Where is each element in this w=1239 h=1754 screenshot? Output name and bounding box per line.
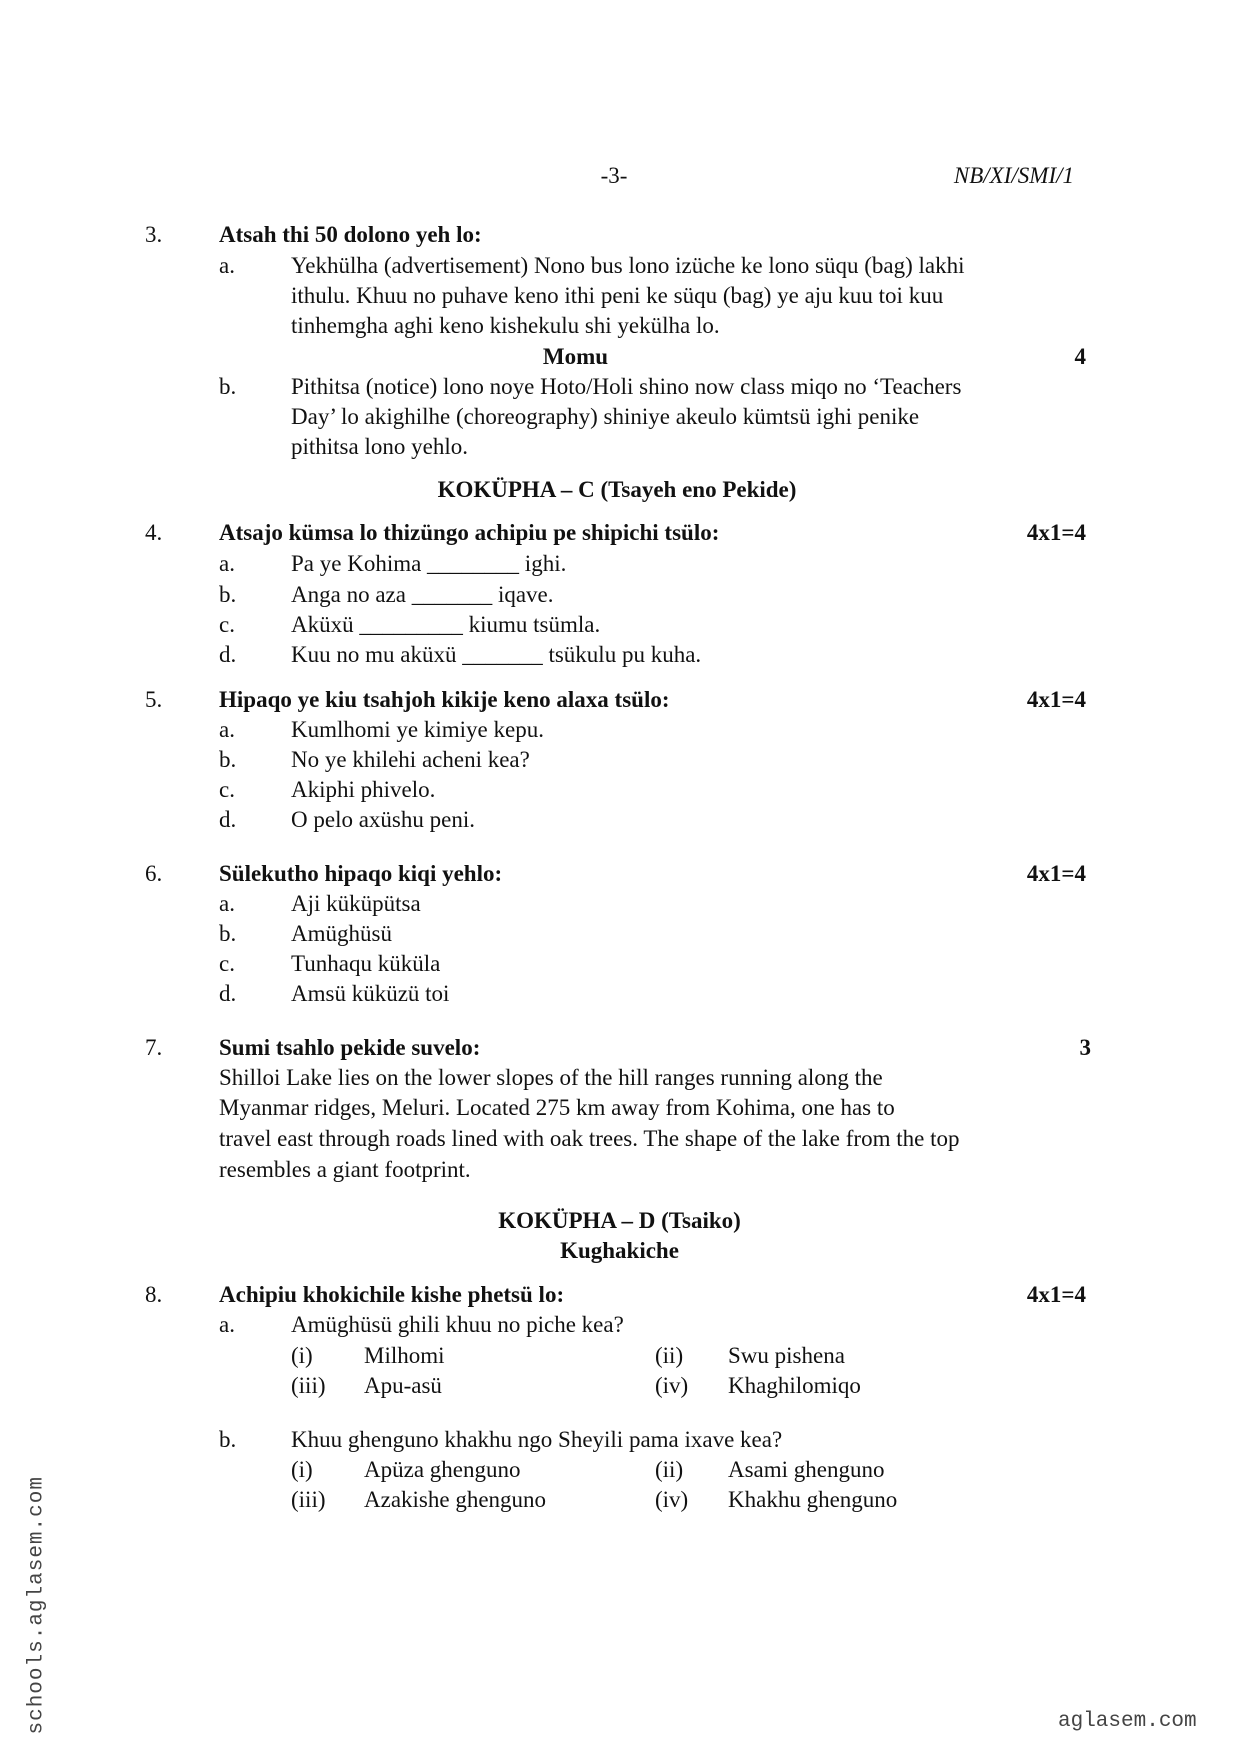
q4-item-text: Pa ye Kohima ________ ighi. <box>291 551 567 576</box>
q6-item-label: c. <box>219 951 235 976</box>
q3-a-line: tinhemgha aghi keno kishekulu shi yekülha lo. <box>291 313 720 338</box>
q8-a-text: Amüghüsü ghili khuu no piche kea? <box>291 1312 624 1337</box>
or-label: Momu <box>542 344 609 369</box>
q7-number: 7. <box>145 1035 163 1060</box>
option-text: Swu pishena <box>728 1343 845 1368</box>
option-text: Azakishe ghenguno <box>364 1487 547 1512</box>
option-text: Milhomi <box>364 1343 445 1368</box>
q5-item-text: Kumlhomi ye kimiye kepu. <box>291 717 544 742</box>
option-number: (ii) <box>655 1343 684 1368</box>
q7-passage-line: Shilloi Lake lies on the lower slopes of the hill ranges running along the <box>219 1065 883 1090</box>
option-text: Khaghilomiqo <box>728 1373 861 1398</box>
paper-code: NB/XI/SMI/1 <box>953 163 1074 188</box>
q5-item-label: b. <box>219 747 237 772</box>
q3-marks: 4 <box>1074 344 1086 369</box>
q6-item-label: d. <box>219 981 237 1006</box>
q4-title: Atsajo kümsa lo thizüngo achipiu pe shipichi tsülo: <box>219 520 720 545</box>
option-text: Apu-asü <box>364 1373 442 1398</box>
option-text: Khakhu ghenguno <box>728 1487 898 1512</box>
option-number: (i) <box>291 1457 313 1482</box>
q6-item-text: Aji küküpütsa <box>291 891 421 916</box>
q6-item-text: Tunhaqu küküla <box>291 951 441 976</box>
q5-number: 5. <box>145 687 163 712</box>
q4-number: 4. <box>145 520 163 545</box>
q6-number: 6. <box>145 861 163 886</box>
q7-marks: 3 <box>1079 1035 1091 1060</box>
q3-a-label: a. <box>219 253 235 278</box>
option-number: (ii) <box>655 1457 684 1482</box>
option-text: Apüza ghenguno <box>364 1457 521 1482</box>
q4-marks: 4x1=4 <box>1026 520 1086 545</box>
section-d-heading: KOKÜPHA – D (Tsaiko) <box>498 1208 741 1233</box>
q4-item-label: b. <box>219 582 237 607</box>
q3-b-line: Day’ lo akighilhe (choreography) shiniye akeulo kümtsü ighi penike <box>291 404 920 429</box>
q4-item-label: c. <box>219 612 235 637</box>
q3-b-line: pithitsa lono yehlo. <box>291 434 468 459</box>
q3-title: Atsah thi 50 dolono yeh lo: <box>219 222 482 247</box>
q8-b-text: Khuu ghenguno khakhu ngo Sheyili pama ixave kea? <box>291 1427 783 1452</box>
q6-item-text: Amsü küküzü toi <box>291 981 450 1006</box>
q3-a-line: ithulu. Khuu no puhave keno ithi peni ke süqu (bag) ye aju kuu toi kuu <box>291 283 944 308</box>
q6-marks: 4x1=4 <box>1026 861 1086 886</box>
q5-item-text: Akiphi phivelo. <box>291 777 436 802</box>
q5-marks: 4x1=4 <box>1026 687 1086 712</box>
q3-a-line: Yekhülha (advertisement) Nono bus lono izüche ke lono süqu (bag) lakhi <box>291 253 965 278</box>
q4-item-text: Aküxü _________ kiumu tsümla. <box>291 612 601 637</box>
q8-number: 8. <box>145 1282 163 1307</box>
q4-item-label: a. <box>219 551 235 576</box>
q6-item-label: a. <box>219 891 235 916</box>
option-number: (iv) <box>655 1487 689 1512</box>
option-number: (i) <box>291 1343 313 1368</box>
side-watermark: schools.aglasem.com <box>25 1476 49 1735</box>
q6-title: Sülekutho hipaqo kiqi yehlo: <box>219 861 503 886</box>
section-c-heading: KOKÜPHA – C (Tsayeh eno Pekide) <box>437 477 797 502</box>
q5-item-label: c. <box>219 777 235 802</box>
q5-title: Hipaqo ye kiu tsahjoh kikije keno alaxa tsülo: <box>219 687 670 712</box>
option-number: (iv) <box>655 1373 689 1398</box>
q3-number: 3. <box>145 222 163 247</box>
q7-title: Sumi tsahlo pekide suvelo: <box>219 1035 481 1060</box>
q3-b-label: b. <box>219 374 237 399</box>
corner-watermark: aglasem.com <box>1058 1710 1197 1733</box>
q5-item-label: d. <box>219 807 237 832</box>
q8-title: Achipiu khokichile kishe phetsü lo: <box>219 1282 565 1307</box>
q5-item-text: O pelo axüshu peni. <box>291 807 475 832</box>
q5-item-text: No ye khilehi acheni kea? <box>291 747 530 772</box>
q4-item-label: d. <box>219 642 237 667</box>
q4-item-text: Kuu no mu aküxü _______ tsükulu pu kuha. <box>291 642 702 667</box>
option-number: (iii) <box>291 1487 326 1512</box>
section-d-subheading: Kughakiche <box>560 1238 679 1263</box>
option-number: (iii) <box>291 1373 326 1398</box>
q8-marks: 4x1=4 <box>1026 1282 1086 1307</box>
q8-a-label: a. <box>219 1312 235 1337</box>
q7-passage-line: Myanmar ridges, Meluri. Located 275 km away from Kohima, one has to <box>219 1095 895 1120</box>
page-number: -3- <box>600 163 628 188</box>
q8-b-label: b. <box>219 1427 237 1452</box>
q6-item-text: Amüghüsü <box>291 921 392 946</box>
q7-passage-line: travel east through roads lined with oak trees. The shape of the lake from the top <box>219 1126 960 1151</box>
q4-item-text: Anga no aza _______ iqave. <box>291 582 554 607</box>
q7-passage-line: resembles a giant footprint. <box>219 1157 471 1182</box>
q5-item-label: a. <box>219 717 235 742</box>
option-text: Asami ghenguno <box>728 1457 885 1482</box>
q6-item-label: b. <box>219 921 237 946</box>
q3-b-line: Pithitsa (notice) lono noye Hoto/Holi shino now class miqo no ‘Teachers <box>291 374 962 399</box>
